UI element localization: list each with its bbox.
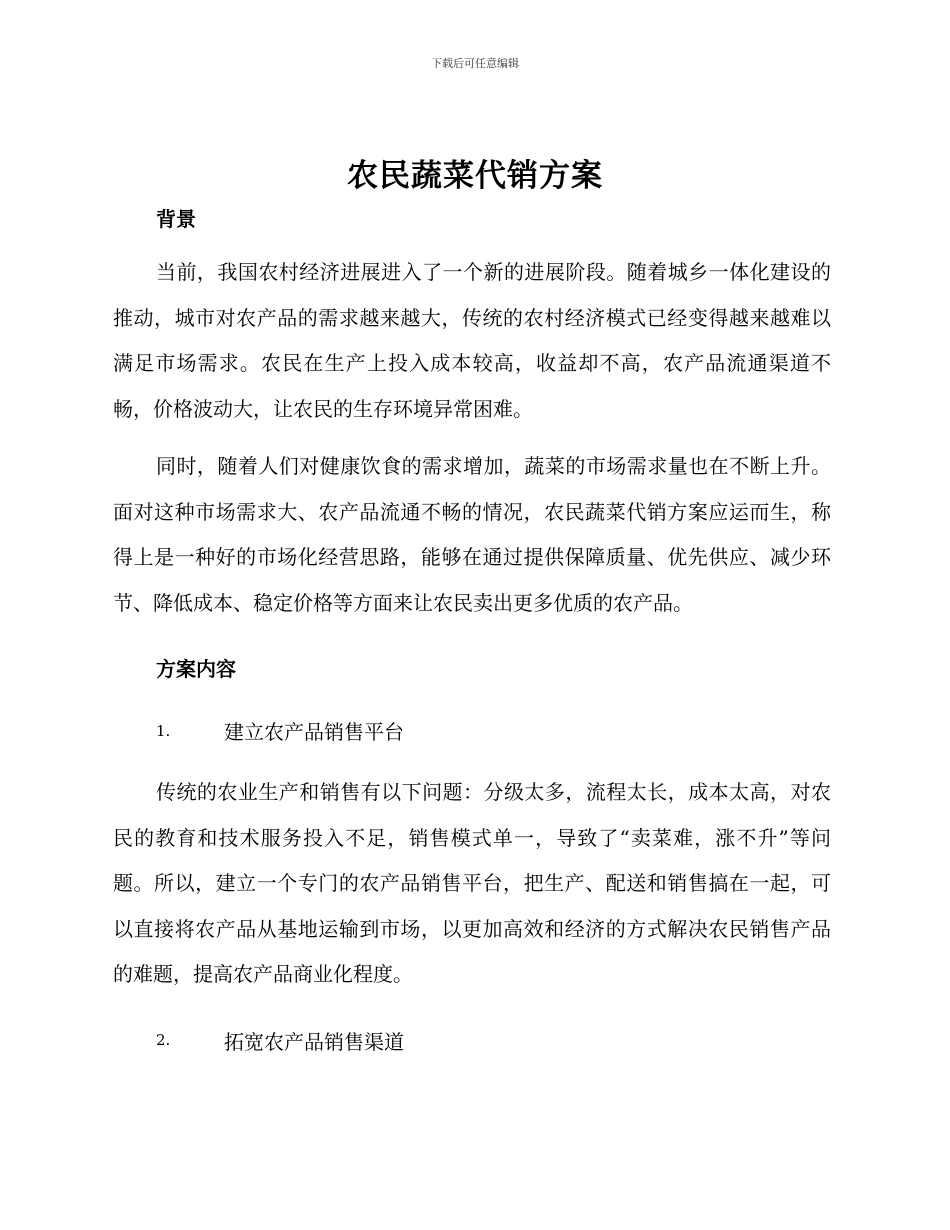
background-paragraph-2: 同时，随着人们对健康饮食的需求增加，蔬菜的市场需求量也在不断上升。面对这种市场需求大、农产品流通不畅的情况，农民蔬菜代销方案应运而生，称得上是一种好的市场化经营思路，能够在通过提供保障质量、优先供应、减少环节、降低成本、稳定价格等方面来让农民卖出更多优质的农产品。 [113,454,831,615]
document-title: 农民蔬菜代销方案 [347,158,603,194]
list-label: 建立农产品销售平台 [224,720,404,744]
list-item-2 [113,1026,831,1055]
background-paragraph-1: 当前，我国农村经济进展进入了一个新的进展阶段。随着城乡一体化建设的推动，城市对农产品的需求越来越大，传统的农村经济模式已经变得越来越难以满足市场需求。农民在生产上投入成本较高，收益却不高，农产品流通渠道不畅，价格波动大，让农民的生存环境异常困难。 [113,260,831,421]
header-note: 下载后可任意编辑 [431,57,519,70]
plan-heading: 方案内容 [156,657,236,681]
list-label: 拓宽农产品销售渠道 [224,1029,404,1054]
item-1-paragraph: 传统的农业生产和销售有以下问题：分级太多，流程太长，成本太高，对农民的教育和技术服务投入不足，销售模式单一，导致了“卖菜难，涨不升”等问题。所以，建立一个专门的农产品销售平台，把生产、配送和销售搞在一起，可以直接将农产品从基地运输到市场，以更加高效和经济的方式解决农民销售产品的难题，提高农产品商业化程度。 [113,780,831,986]
list-number: 1. [156,721,171,740]
document-body [113,203,831,1055]
list-item-1 [113,716,831,745]
background-heading: 背景 [156,207,196,231]
list-number: 2. [156,1031,171,1049]
